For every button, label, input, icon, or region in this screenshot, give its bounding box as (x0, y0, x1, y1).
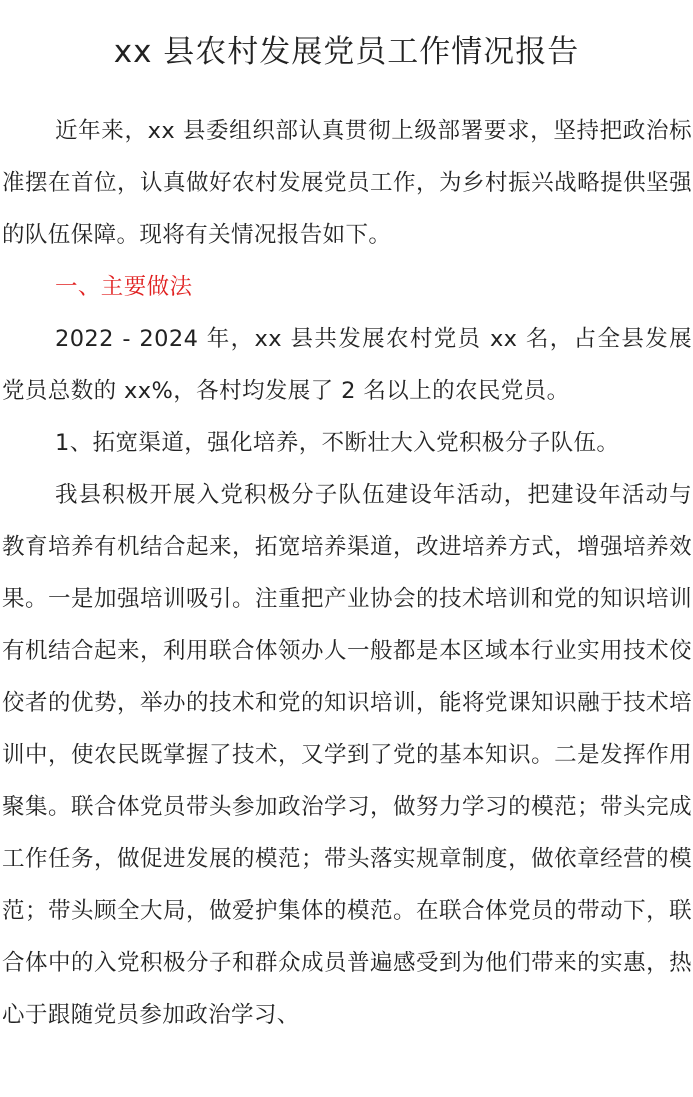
detail-paragraph: 我县积极开展入党积极分子队伍建设年活动，把建设年活动与教育培养有机结合起来，拓宽培养渠道，改进培养方式，增强培养效果。一是加强培训吸引。注重把产业协会的技术培训和党的知识培训有机结合起来，利用联合体领办人一般都是本区域本行业实用技术佼佼者的优势，举办的技术和党的知识培训，能将党课知识融于技术培训中，使农民既掌握了技术，又学到了党的基本知识。二是发挥作用聚集。联合体党员带头参加政治学习，做努力学习的模范；带头完成工作任务，做促进发展的模范；带头落实规章制度，做依章经营的模范；带头顾全大局，做爱护集体的模范。在联合体党员的带动下，联合体中的入党积极分子和群众成员普遍感受到为他们带来的实惠，热心于跟随党员参加政治学习、 (2, 482, 692, 1028)
document-body (2, 105, 692, 1041)
subheading-expand-channels: 1、拓宽渠道，强化培养，不断壮大入党积极分子队伍。 (55, 430, 620, 456)
statistics-paragraph: 2022 - 2024 年，xx 县共发展农村党员 xx 名，占全县发展党员总数的 xx%，各村均发展了 2 名以上的农民党员。 (2, 326, 692, 404)
document-title: xx 县农村发展党员工作情况报告 (113, 34, 580, 70)
section-heading-main-practices: 一、主要做法 (55, 274, 193, 300)
intro-paragraph: 近年来，xx 县委组织部认真贯彻上级部署要求，坚持把政治标准摆在首位，认真做好农村发展党员工作，为乡村振兴战略提供坚强的队伍保障。现将有关情况报告如下。 (2, 118, 692, 248)
